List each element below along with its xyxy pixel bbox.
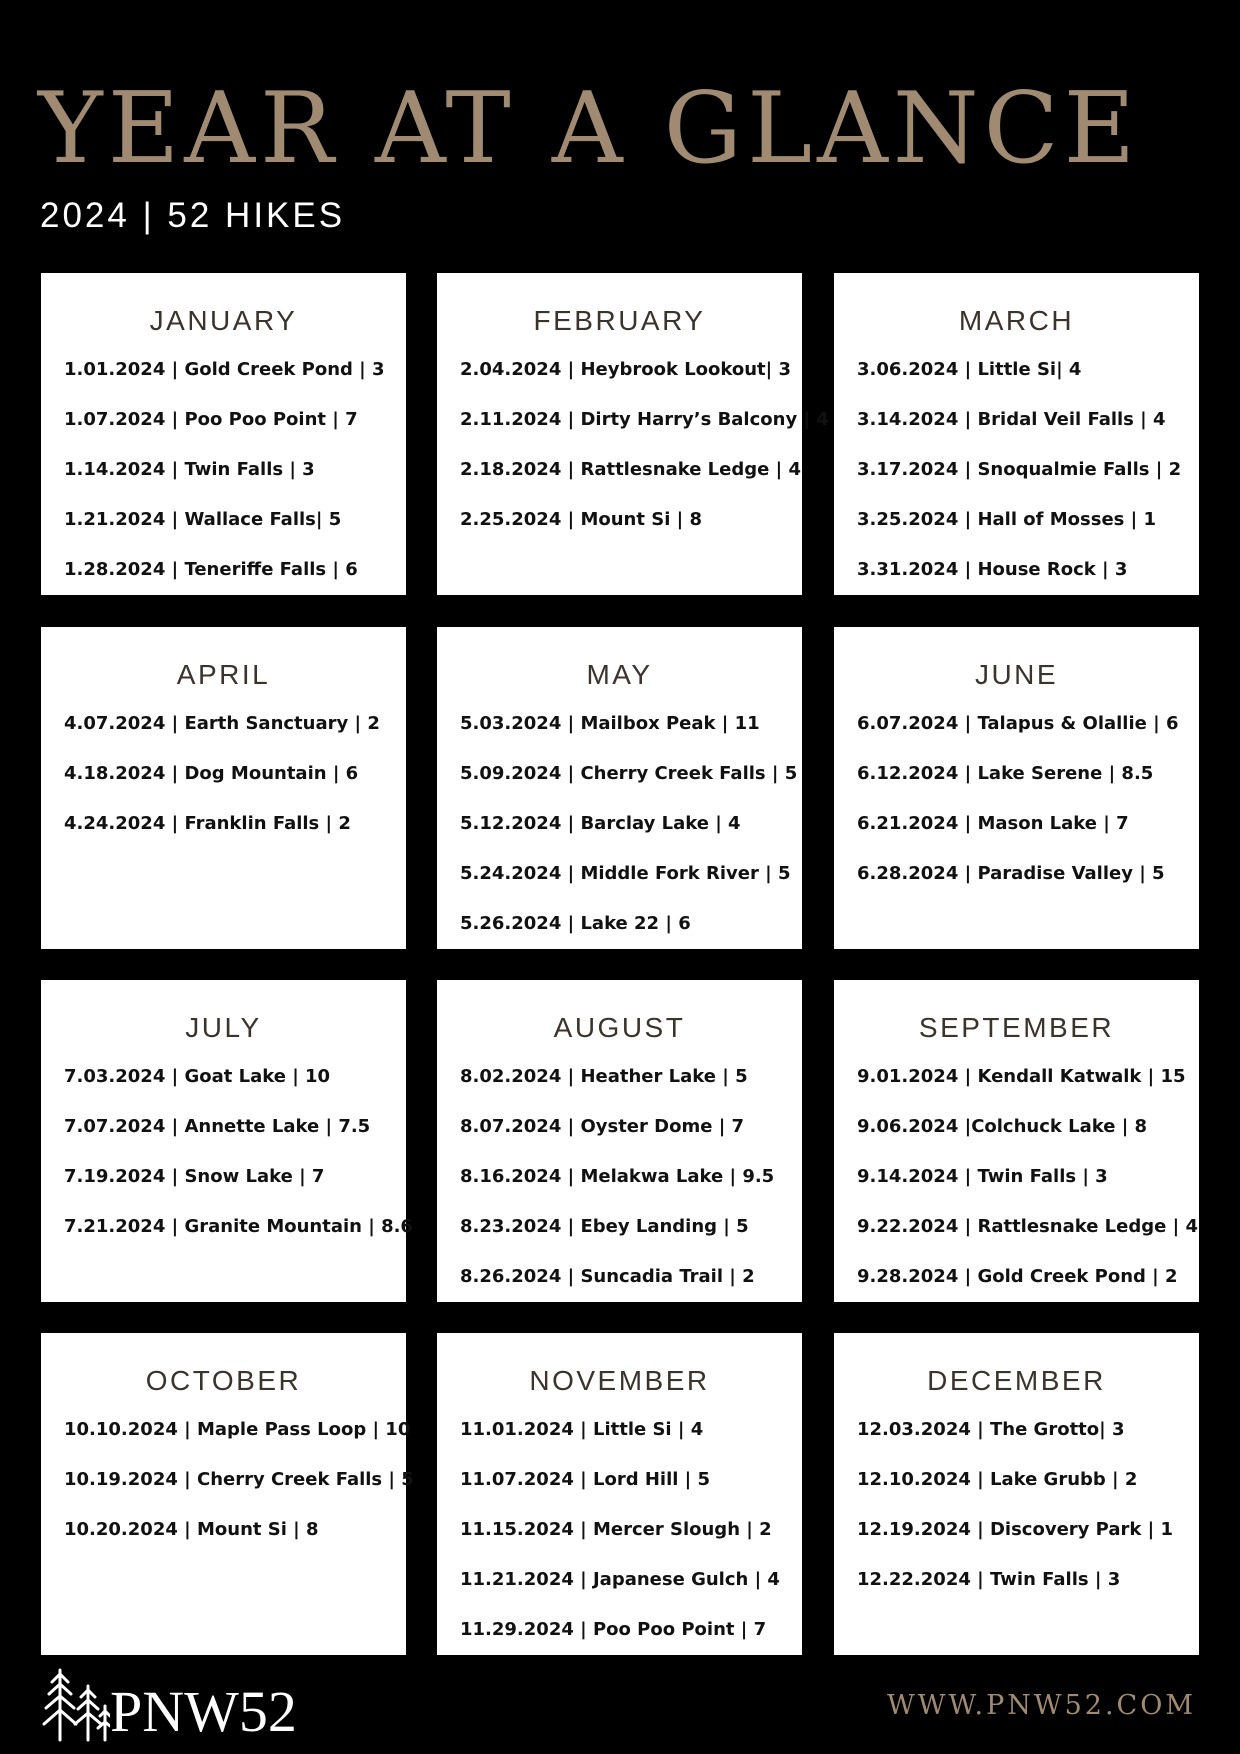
month-name: DECEMBER	[927, 1365, 1106, 1396]
pine-trees-icon	[42, 1668, 110, 1742]
hike-entry: 10.20.2024 | Mount Si | 8	[64, 1519, 319, 1540]
hike-entry: 8.16.2024 | Melakwa Lake | 9.5	[460, 1166, 775, 1187]
hike-entry: 12.10.2024 | Lake Grubb | 2	[857, 1469, 1138, 1490]
hike-entry: 5.03.2024 | Mailbox Peak | 11	[460, 713, 760, 734]
hike-entry: 9.14.2024 | Twin Falls | 3	[857, 1166, 1108, 1187]
website-link[interactable]: WWW.PNW52.COM	[886, 1690, 1196, 1721]
hike-entry: 9.01.2024 | Kendall Katwalk | 15	[857, 1066, 1186, 1087]
month-name: JUNE	[974, 659, 1059, 690]
hike-entry: 11.01.2024 | Little Si | 4	[460, 1419, 704, 1440]
hike-entry: 11.21.2024 | Japanese Gulch | 4	[460, 1569, 780, 1590]
hike-entry: 12.22.2024 | Twin Falls | 3	[857, 1569, 1121, 1590]
month-card-december	[834, 1333, 1199, 1655]
hike-entry: 11.29.2024 | Poo Poo Point | 7	[460, 1619, 767, 1640]
hike-entry: 3.14.2024 | Bridal Veil Falls | 4	[857, 409, 1166, 430]
hike-entry: 1.28.2024 | Teneriffe Falls | 6	[64, 559, 358, 580]
hike-entry: 2.18.2024 | Rattlesnake Ledge | 4	[460, 459, 801, 480]
hike-entry: 4.18.2024 | Dog Mountain | 6	[64, 763, 359, 784]
hike-entry: 2.04.2024 | Heybrook Lookout| 3	[460, 359, 792, 380]
hike-entry: 5.24.2024 | Middle Fork River | 5	[460, 863, 791, 884]
month-card-september	[834, 980, 1199, 1302]
hike-entry: 6.07.2024 | Talapus & Olallie | 6	[857, 713, 1179, 734]
hike-entry: 9.28.2024 | Gold Creek Pond | 2	[857, 1266, 1178, 1287]
hike-entry: 1.07.2024 | Poo Poo Point | 7	[64, 409, 358, 430]
hike-entry: 2.11.2024 | Dirty Harry’s Balcony | 4	[460, 409, 829, 430]
month-name: JANUARY	[149, 305, 298, 336]
hike-entry: 5.26.2024 | Lake 22 | 6	[460, 913, 691, 934]
month-name: FEBRUARY	[533, 305, 706, 336]
hike-entry: 4.07.2024 | Earth Sanctuary | 2	[64, 713, 380, 734]
hike-entry: 7.19.2024 | Snow Lake | 7	[64, 1166, 325, 1187]
hike-entry: 5.12.2024 | Barclay Lake | 4	[460, 813, 741, 834]
month-card-may	[437, 627, 802, 949]
logo-text: PNW52	[110, 1679, 297, 1744]
hike-entry: 11.15.2024 | Mercer Slough | 2	[460, 1519, 772, 1540]
hike-entry: 4.24.2024 | Franklin Falls | 2	[64, 813, 351, 834]
hike-entry: 3.25.2024 | Hall of Mosses | 1	[857, 509, 1156, 530]
hike-entry: 9.06.2024 |Colchuck Lake | 8	[857, 1116, 1148, 1137]
hike-entry: 5.09.2024 | Cherry Creek Falls | 5	[460, 763, 798, 784]
hike-entry: 1.21.2024 | Wallace Falls| 5	[64, 509, 342, 530]
hike-entry: 10.19.2024 | Cherry Creek Falls | 5	[64, 1469, 414, 1490]
hike-entry: 8.02.2024 | Heather Lake | 5	[460, 1066, 748, 1087]
month-card-november	[437, 1333, 802, 1655]
hike-entry: 8.07.2024 | Oyster Dome | 7	[460, 1116, 745, 1137]
hike-entry: 10.10.2024 | Maple Pass Loop | 10	[64, 1419, 411, 1440]
hike-entry: 3.06.2024 | Little Si| 4	[857, 359, 1082, 380]
page-subtitle: 2024 | 52 HIKES	[40, 196, 346, 235]
hike-entry: 7.03.2024 | Goat Lake | 10	[64, 1066, 331, 1087]
hike-entry: 3.31.2024 | House Rock | 3	[857, 559, 1128, 580]
month-card-october	[41, 1333, 414, 1655]
hike-entry: 12.19.2024 | Discovery Park | 1	[857, 1519, 1173, 1540]
month-name: NOVEMBER	[529, 1365, 710, 1396]
month-card-august	[437, 980, 802, 1302]
hike-entry: 12.03.2024 | The Grotto| 3	[857, 1419, 1125, 1440]
month-name: MARCH	[958, 305, 1075, 336]
hike-entry: 7.21.2024 | Granite Mountain | 8.6	[64, 1216, 413, 1237]
hike-entry: 7.07.2024 | Annette Lake | 7.5	[64, 1116, 371, 1137]
month-card-july	[41, 980, 413, 1302]
hike-entry: 9.22.2024 | Rattlesnake Ledge | 4	[857, 1216, 1198, 1237]
month-card-january	[41, 273, 406, 595]
brand-logo	[42, 1666, 297, 1742]
hike-entry: 6.28.2024 | Paradise Valley | 5	[857, 863, 1165, 884]
hike-entry: 6.21.2024 | Mason Lake | 7	[857, 813, 1129, 834]
hike-entry: 11.07.2024 | Lord Hill | 5	[460, 1469, 711, 1490]
month-card-june	[834, 627, 1199, 949]
hike-entry: 8.26.2024 | Suncadia Trail | 2	[460, 1266, 755, 1287]
month-name: MAY	[586, 659, 653, 690]
month-name: APRIL	[176, 659, 271, 690]
hike-entry: 3.17.2024 | Snoqualmie Falls | 2	[857, 459, 1182, 480]
hike-entry: 6.12.2024 | Lake Serene | 8.5	[857, 763, 1154, 784]
month-name: AUGUST	[553, 1012, 686, 1043]
page-title: YEAR AT A GLANCE	[38, 72, 1141, 186]
month-name: JULY	[185, 1012, 262, 1043]
month-card-march	[834, 273, 1199, 595]
hike-entry: 1.14.2024 | Twin Falls | 3	[64, 459, 315, 480]
hike-entry: 1.01.2024 | Gold Creek Pond | 3	[64, 359, 385, 380]
month-card-february	[437, 273, 829, 595]
hike-entry: 8.23.2024 | Ebey Landing | 5	[460, 1216, 749, 1237]
hike-entry: 2.25.2024 | Mount Si | 8	[460, 509, 702, 530]
month-name: OCTOBER	[145, 1365, 302, 1396]
month-name: SEPTEMBER	[918, 1012, 1115, 1043]
month-card-april	[41, 627, 406, 949]
